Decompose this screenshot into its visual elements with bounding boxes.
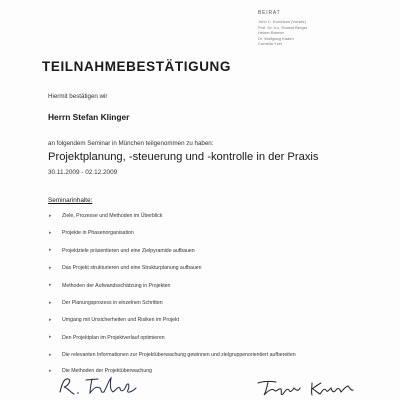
list-item	[48, 283, 368, 289]
triangle-bullet-icon: ▸	[49, 299, 52, 306]
certificate-heading: TEILNAHMEBESTÄTIGUNG	[42, 59, 231, 74]
participant-name: Herrn Stefan Klinger	[48, 112, 130, 122]
advisory-board	[258, 10, 388, 47]
course-title: Projektplanung, -steuerung und -kontrolle in der Praxis	[48, 151, 319, 163]
triangle-bullet-icon: ▸	[49, 264, 52, 271]
list-item	[48, 248, 368, 254]
triangle-bullet-icon: ▸	[49, 334, 52, 341]
topic-text: Ziele, Prozesse und Methoden im Überblick	[62, 213, 163, 219]
topic-text: Die Methoden der Projektüberwachung	[62, 368, 152, 375]
course-dates: 30.11.2009 - 02.12.2009	[48, 169, 118, 176]
topic-text: Umgang mit Unsicherheiten und Risiken im Projekt	[62, 317, 180, 324]
triangle-bullet-icon: ▸	[49, 367, 52, 374]
advisory-board-member: Dr. Wolfgang Kaden	[258, 35, 294, 41]
topic-text: Das Projekt strukturieren und eine Strukturplanung aufbauen	[62, 265, 202, 272]
triangle-bullet-icon: ▸	[49, 282, 52, 289]
triangle-bullet-icon: ▸	[49, 229, 52, 236]
topic-text: Der Planungsprozess in einzelnen Schritten	[62, 299, 163, 306]
advisory-board-member: Heiner Bremer	[258, 30, 285, 36]
signature-left	[56, 374, 146, 396]
topic-text: Den Projektplan im Projektverlauf optimieren	[62, 334, 165, 341]
topic-text: Methoden der Aufwandsschätzung in Projekten	[62, 282, 171, 289]
list-item	[48, 265, 368, 271]
seminar-topic-list	[48, 213, 368, 386]
advisory-board-title: BEIRAT	[258, 10, 281, 16]
list-item	[48, 213, 368, 219]
list-item	[48, 317, 368, 323]
signature-right	[256, 378, 356, 398]
advisory-board-member: John C. Kornblum (Vorsitz)	[258, 19, 306, 24]
advisory-board-member: Prof. Dr. h.c. Roland Berger	[258, 24, 308, 30]
intro-text: Hiermit bestätigen wir	[48, 93, 108, 100]
topic-text: Die relevanten Informationen zur Projektüberwachung gewinnen und zielgruppenorientiert aufbereiten	[62, 352, 296, 359]
list-item	[48, 300, 368, 306]
advisory-board-member: Cornelia Yzer	[258, 41, 283, 47]
topic-text: Projektziele präsentieren und eine Zielpyramide aufbauen	[62, 247, 195, 254]
triangle-bullet-icon: ▸	[49, 316, 52, 323]
list-item	[48, 230, 368, 236]
triangle-bullet-icon: ▸	[49, 212, 52, 219]
seminar-statement: an folgendem Seminar in München teilgenommen zu haben:	[48, 140, 214, 147]
list-item	[48, 335, 368, 341]
list-item	[48, 352, 368, 358]
seminar-contents-heading: Seminarinhalte:	[48, 197, 93, 204]
triangle-bullet-icon: ▸	[49, 247, 52, 254]
topic-text: Projekte in Phasenorganisation	[62, 230, 134, 237]
triangle-bullet-icon: ▸	[49, 351, 52, 358]
